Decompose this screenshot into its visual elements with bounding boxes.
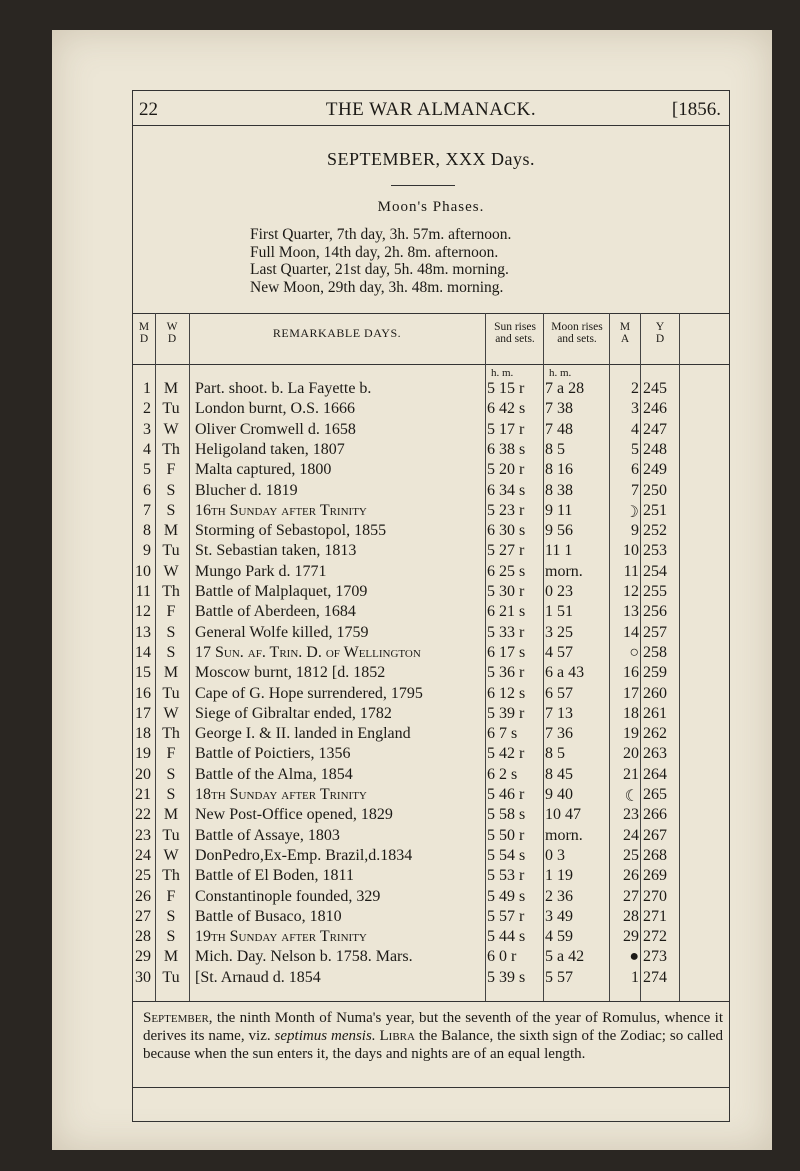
moon-time: 3 49 [545, 907, 573, 925]
sun-time: 6 12 s [487, 684, 526, 702]
remarkable-day: Battle of the Alma, 1854 [195, 765, 353, 783]
week-day: S [166, 907, 176, 925]
footnote-text: the Balance, the sixth sign of the Zodiac; so called because when the sun enters it, the days and nights are of an equal length. [143, 1028, 723, 1062]
week-day: S [166, 481, 176, 499]
table-row [133, 664, 729, 684]
header-month-day: M D [138, 321, 150, 345]
month-day: 15 [135, 664, 151, 682]
week-day: M [163, 806, 179, 824]
year-day: 264 [643, 765, 667, 783]
year-day: 252 [643, 522, 667, 540]
week-day: W [163, 704, 179, 722]
table-row [133, 969, 729, 989]
remarkable-day: Battle of Assaye, 1803 [195, 826, 340, 844]
month-day: 12 [135, 603, 151, 621]
remarkable-day: Part. shoot. b. La Fayette b. [195, 380, 372, 397]
table-row [133, 563, 729, 583]
year-day: 271 [643, 907, 667, 925]
table-row [133, 522, 729, 542]
year-day: 261 [643, 704, 667, 722]
header-remarkable-days: REMARKABLE DAYS. [272, 326, 402, 340]
table-row [133, 482, 729, 502]
sun-time: 5 17 r [487, 420, 525, 438]
moon-time: 1 51 [545, 603, 573, 621]
year-day: 266 [643, 806, 667, 824]
week-day: Tu [162, 968, 180, 986]
month-day: 11 [135, 583, 151, 600]
moon-age: 26 [623, 867, 639, 885]
table-row [133, 847, 729, 867]
table-row [133, 888, 729, 908]
month-day: 1 [143, 380, 151, 397]
moon-age: 10 [623, 542, 639, 560]
header-sun: Sun rises and sets. [494, 321, 536, 345]
week-day: S [166, 623, 176, 641]
moon-age: ☽ [624, 503, 639, 521]
sun-time: 6 34 s [487, 481, 526, 499]
moon-age: 28 [623, 907, 639, 925]
moon-time: 8 38 [545, 481, 573, 499]
remarkable-day: 16th Sunday after Trinity [195, 501, 367, 519]
month-day: 18 [135, 725, 151, 743]
moon-age: 11 [623, 562, 639, 580]
moon-age: 13 [623, 603, 639, 621]
table-row [133, 644, 729, 664]
remarkable-day: 19th Sunday after Trinity [195, 928, 367, 946]
week-day: W [163, 846, 179, 864]
moon-age: 12 [623, 583, 639, 600]
moon-time: 2 36 [545, 887, 573, 905]
moon-age: 2 [631, 380, 639, 397]
remarkable-day: Moscow burnt, 1812 [d. 1852 [195, 664, 386, 682]
sun-time: 5 39 r [487, 704, 525, 722]
month-day: 20 [135, 765, 151, 783]
sun-time: 6 17 s [487, 643, 526, 661]
moon-time: 0 23 [545, 583, 573, 600]
remarkable-day: Battle of Aberdeen, 1684 [195, 603, 356, 621]
month-day: 19 [135, 745, 151, 763]
month-day: 3 [143, 420, 151, 438]
footnote-bottom-rule [133, 1087, 729, 1088]
year-day: 267 [643, 826, 667, 844]
header-moon-age: M A [619, 321, 631, 345]
moon-time: 7 36 [545, 725, 573, 743]
moon-time: 7 48 [545, 420, 573, 438]
moon-time: 6 57 [545, 684, 573, 702]
header-week-day: W D [166, 321, 178, 345]
moon-phase-line: First Quarter, 7th day, 3h. 57m. afternoon. [250, 226, 512, 243]
moon-time: 8 5 [545, 745, 565, 763]
moon-age: 9 [631, 522, 639, 540]
moon-age: 20 [623, 745, 639, 763]
remarkable-day: General Wolfe killed, 1759 [195, 623, 369, 641]
moon-age: 24 [623, 826, 639, 844]
year-day: 259 [643, 664, 667, 682]
year-day: 251 [643, 501, 667, 519]
header-year-day: Y D [655, 321, 665, 345]
moon-age: 18 [623, 704, 639, 722]
week-day: W [163, 420, 179, 438]
year-day: 269 [643, 867, 667, 885]
week-day: M [163, 664, 179, 682]
table-row [133, 806, 729, 826]
moon-age: 3 [631, 400, 639, 418]
month-day: 24 [135, 846, 151, 864]
moon-units: h. m. [549, 367, 572, 379]
moon-time: 9 40 [545, 786, 573, 803]
year-day: 270 [643, 887, 667, 905]
table-row [133, 928, 729, 948]
remarkable-day: DonPedro,Ex-Emp. Brazil,d.1834 [195, 846, 413, 864]
remarkable-day: Cape of G. Hope surrendered, 1795 [195, 684, 423, 702]
month-day: 27 [135, 907, 151, 925]
week-day: W [163, 562, 179, 580]
sun-time: 5 30 r [487, 583, 525, 600]
moon-time: morn. [545, 562, 583, 580]
sun-time: 5 46 r [487, 786, 525, 803]
month-day: 30 [135, 968, 151, 986]
week-day: M [163, 522, 179, 540]
page-frame [132, 90, 730, 1122]
sun-time: 5 58 s [487, 806, 526, 824]
sun-time: 5 15 r [487, 380, 525, 397]
moon-age: 17 [623, 684, 639, 702]
table-row [133, 745, 729, 765]
remarkable-day: Siege of Gibraltar ended, 1782 [195, 704, 392, 722]
footnote [143, 1009, 723, 1063]
year-day: 255 [643, 583, 667, 600]
sun-time: 5 54 s [487, 846, 526, 864]
sun-time: 5 57 r [487, 907, 525, 925]
moon-age: ○ [629, 643, 639, 661]
book-title: THE WAR ALMANACK. [325, 99, 537, 120]
table-row [133, 827, 729, 847]
sun-time: 6 0 r [487, 948, 517, 966]
moon-time: 4 57 [545, 643, 573, 661]
footnote-september: September, [143, 1010, 213, 1026]
table-row [133, 867, 729, 887]
sun-time: 5 44 s [487, 928, 526, 946]
sun-time: 5 20 r [487, 461, 525, 479]
moon-age: 1 [631, 968, 639, 986]
sun-time: 6 2 s [487, 765, 518, 783]
moon-phase-line: Full Moon, 14th day, 2h. 8m. afternoon. [250, 243, 499, 261]
moon-time: 5 a 42 [545, 948, 585, 966]
year-day: 254 [643, 562, 667, 580]
table-row [133, 948, 729, 968]
remarkable-day: George I. & II. landed in England [195, 725, 411, 743]
title-rule [391, 185, 455, 186]
sun-time: 5 23 r [487, 501, 525, 519]
month-day: 7 [143, 501, 151, 519]
year-day: 263 [643, 745, 667, 763]
table-row [133, 380, 729, 400]
almanac-page [52, 30, 772, 1150]
month-day: 21 [135, 786, 151, 803]
table-row [133, 705, 729, 725]
year-day: 273 [643, 948, 667, 966]
moon-time: 1 19 [545, 867, 573, 885]
remarkable-day: Mungo Park d. 1771 [195, 562, 327, 580]
moon-time: 4 59 [545, 928, 573, 946]
sun-time: 6 42 s [487, 400, 526, 418]
week-day: Tu [162, 400, 180, 418]
table-row [133, 441, 729, 461]
remarkable-day: Blucher d. 1819 [195, 481, 298, 499]
table-row [133, 725, 729, 745]
page-number: 22 [139, 99, 158, 120]
week-day: S [166, 765, 176, 783]
month-day: 16 [135, 684, 151, 702]
remarkable-day: Battle of El Boden, 1811 [195, 867, 354, 885]
moon-time: 6 a 43 [545, 664, 585, 682]
table-row [133, 502, 729, 522]
remarkable-day: [St. Arnaud d. 1854 [195, 968, 321, 986]
footnote-text: the ninth Month of Numa's year, but the seventh of the year of Romulus, whence it derives its name, viz. [143, 1010, 723, 1044]
year-day: 258 [643, 643, 667, 661]
week-day: S [166, 501, 176, 519]
moon-age: ● [629, 948, 639, 966]
year-day: 253 [643, 542, 667, 560]
year-day: 262 [643, 725, 667, 743]
week-day: Tu [162, 542, 180, 560]
moon-time: 7 13 [545, 704, 573, 722]
moon-age: ☾ [624, 788, 639, 805]
table-row [133, 421, 729, 441]
week-day: S [166, 786, 176, 803]
remarkable-day: London burnt, O.S. 1666 [195, 400, 355, 418]
sun-time: 5 49 s [487, 887, 526, 905]
month-day: 4 [143, 440, 151, 458]
week-day: F [166, 887, 176, 905]
moon-age: 23 [623, 806, 639, 824]
moon-time: 8 16 [545, 461, 573, 479]
table-row [133, 400, 729, 420]
remarkable-day: Constantinople founded, 329 [195, 887, 381, 905]
sun-time: 5 27 r [487, 542, 525, 560]
moon-age: 19 [623, 725, 639, 743]
month-day: 5 [143, 461, 151, 479]
footnote-libra: Libra [379, 1028, 415, 1044]
remarkable-day: Battle of Malplaquet, 1709 [195, 583, 368, 600]
year-day: 248 [643, 440, 667, 458]
month-day: 6 [143, 481, 151, 499]
moon-time: 8 45 [545, 765, 573, 783]
moon-phase-line: Last Quarter, 21st day, 5h. 48m. morning. [250, 261, 509, 278]
remarkable-day: Battle of Busaco, 1810 [195, 907, 342, 925]
year-day: 274 [643, 968, 667, 986]
running-header [133, 91, 729, 126]
month-day: 25 [135, 867, 151, 885]
moon-time: 5 57 [545, 968, 573, 986]
remarkable-day: Storming of Sebastopol, 1855 [195, 522, 387, 540]
year-day: 268 [643, 846, 667, 864]
remarkable-day: Heligoland taken, 1807 [195, 440, 345, 458]
moon-time: 8 5 [545, 440, 565, 458]
footnote-latin: septimus mensis. [274, 1028, 376, 1044]
month-day: 13 [135, 623, 151, 641]
week-day: Tu [162, 684, 180, 702]
table-row [133, 766, 729, 786]
week-day: S [166, 643, 176, 661]
remarkable-day: St. Sebastian taken, 1813 [195, 542, 357, 560]
sun-time: 6 30 s [487, 522, 526, 540]
week-day: M [163, 380, 179, 397]
header-moon: Moon rises and sets. [551, 321, 603, 345]
week-day: Th [162, 583, 180, 600]
week-day: F [166, 603, 176, 621]
moon-age: 7 [631, 481, 639, 499]
year-day: 256 [643, 603, 667, 621]
week-day: F [166, 745, 176, 763]
moon-time: 9 11 [545, 501, 573, 519]
table-row [133, 685, 729, 705]
year-day: 257 [643, 623, 667, 641]
moon-phases-list [250, 226, 511, 296]
month-day: 2 [143, 400, 151, 418]
week-day: F [166, 461, 176, 479]
remarkable-day: Malta captured, 1800 [195, 461, 332, 479]
table-row [133, 908, 729, 928]
year-day: 260 [643, 684, 667, 702]
year-day: 247 [643, 420, 667, 438]
month-day: 23 [135, 826, 151, 844]
remarkable-day: Battle of Poictiers, 1356 [195, 745, 351, 763]
week-day: Tu [162, 826, 180, 844]
table-row [133, 786, 729, 806]
sun-time: 5 33 r [487, 623, 525, 641]
year-day: 249 [643, 461, 667, 479]
sun-time: 6 21 s [487, 603, 526, 621]
moon-age: 14 [623, 623, 639, 641]
year-day: 250 [643, 481, 667, 499]
week-day: S [166, 928, 176, 946]
sun-time: 5 39 s [487, 968, 526, 986]
sun-time: 6 7 s [487, 725, 518, 743]
week-day: Th [162, 440, 180, 458]
week-day: Th [162, 867, 180, 885]
moon-time: 9 56 [545, 522, 573, 540]
moon-time: morn. [545, 826, 583, 844]
remarkable-day: Mich. Day. Nelson b. 1758. Mars. [195, 948, 413, 966]
moon-age: 16 [623, 664, 639, 682]
moon-age: 5 [631, 440, 639, 458]
table-row [133, 603, 729, 623]
remarkable-day: Oliver Cromwell d. 1658 [195, 420, 356, 438]
year-day: 245 [643, 380, 667, 397]
year-label: [1856. [671, 99, 721, 120]
table-row [133, 583, 729, 603]
moon-time: 3 25 [545, 623, 573, 641]
week-day: M [163, 948, 179, 966]
week-day: Th [162, 725, 180, 743]
moon-phases-title: Moon's Phases. [377, 199, 485, 215]
moon-time: 10 47 [545, 806, 581, 824]
remarkable-day: 18th Sunday after Trinity [195, 786, 367, 803]
month-day: 14 [135, 643, 151, 661]
sun-units: h. m. [491, 367, 514, 379]
table-row [133, 461, 729, 481]
month-day: 9 [143, 542, 151, 560]
month-day: 8 [143, 522, 151, 540]
year-day: 246 [643, 400, 667, 418]
sun-time: 6 38 s [487, 440, 526, 458]
moon-age: 4 [631, 420, 639, 438]
footnote-rule [133, 1001, 729, 1002]
month-day: 29 [135, 948, 151, 966]
moon-age: 6 [631, 461, 639, 479]
moon-time: 7 a 28 [545, 380, 585, 397]
sun-time: 5 53 r [487, 867, 525, 885]
remarkable-day: New Post-Office opened, 1829 [195, 806, 393, 824]
month-day: 10 [135, 562, 151, 580]
month-day: 26 [135, 887, 151, 905]
moon-phase-line: New Moon, 29th day, 3h. 48m. morning. [250, 278, 504, 296]
moon-time: 7 38 [545, 400, 573, 418]
sun-time: 5 50 r [487, 826, 525, 844]
year-day: 265 [643, 786, 667, 803]
remarkable-day: 17 Sun. af. Trin. D. of Wellington [195, 643, 421, 661]
table-row [133, 542, 729, 562]
year-day: 272 [643, 928, 667, 946]
sun-time: 6 25 s [487, 562, 526, 580]
moon-time: 11 1 [545, 542, 573, 560]
table-row [133, 624, 729, 644]
moon-age: 21 [623, 765, 639, 783]
month-day: 17 [135, 704, 151, 722]
month-day: 28 [135, 928, 151, 946]
sun-time: 5 36 r [487, 664, 525, 682]
month-title: SEPTEMBER, XXX Days. [326, 149, 535, 169]
moon-age: 27 [623, 887, 639, 905]
moon-time: 0 3 [545, 846, 565, 864]
sun-time: 5 42 r [487, 745, 525, 763]
moon-age: 25 [623, 846, 639, 864]
month-day: 22 [135, 806, 151, 824]
moon-age: 29 [623, 928, 639, 946]
